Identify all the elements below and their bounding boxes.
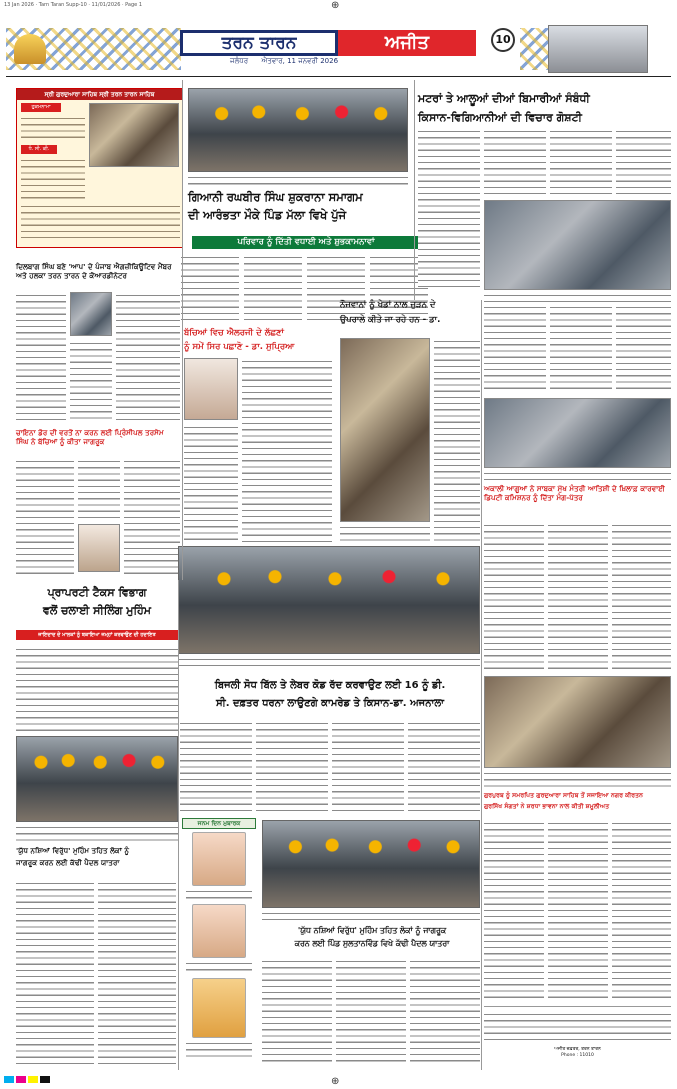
protest-caption xyxy=(178,656,480,666)
potato-text-col5 xyxy=(484,304,546,394)
drugs-left-text-col2 xyxy=(98,880,176,1066)
chainman-text-col1 xyxy=(16,458,74,576)
bijli-headline-line2: ਸੀ. ਦਫ਼ਤਰ ਧਰਨਾ ਲਾਉਣਗੇ ਕਾਮਰੇਡ ਤੇ ਕਿਸਾਨ-ਡਾ. ਅਜਨਾਲਾ xyxy=(216,697,444,709)
heritage-gate-photo xyxy=(548,25,648,73)
potato-text-col7 xyxy=(616,304,671,394)
drugs-left-headline-line1: 'ਯੁੱਧ ਨਸ਼ਿਆਂ ਵਿਰੁੱਧ' ਮੁਹਿੰਮ ਤਹਿਤ ਲੋਕਾਂ ਨੂੰ xyxy=(16,846,130,855)
drugs-left-headline-line2: ਜਾਗਰੂਕ ਕਰਨ ਲਈ ਕੱਢੀ ਪੈਦਲ ਯਾਤਰਾ xyxy=(16,858,120,867)
dilbag-text-col1 xyxy=(16,292,66,420)
drugs-mid-headline xyxy=(262,926,482,948)
gurpurab-text-col1 xyxy=(484,820,544,1002)
procession-photo xyxy=(484,676,671,768)
chainman-text-col2 xyxy=(124,458,180,576)
principal-portrait xyxy=(78,524,120,572)
registration-mark-icon: ⊕ xyxy=(331,1076,340,1087)
hukamnama-sub2: ਧੰ. ਸੀ. ਕੀ. xyxy=(21,145,57,154)
masthead-logo xyxy=(180,30,480,68)
akali-photo xyxy=(484,398,671,468)
black-swatch xyxy=(40,1076,50,1083)
youth-headline xyxy=(340,300,485,325)
hukamnama-title: ਸ੍ਰੀ ਗੁਰਦੁਆਰਾ ਸਾਹਿਬ ਸ੍ਰੀ ਤਰਨ ਤਾਰਨ ਸਾਹਿਬ xyxy=(17,89,182,100)
allergy-headline-line1: ਬੱਚਿਆਂ ਵਿਚ ਐਲਰਜੀ ਦੇ ਲੱਛਣਾਂ xyxy=(184,328,284,338)
potato-text-col3 xyxy=(550,128,612,196)
dilbag-headline: ਦਿਲਬਾਗ ਸਿੰਘ ਬਣੇ 'ਆਪ' ਦੇ ਪੰਜਾਬ ਐਗਜ਼ੀਕਿਊਟਿਵ ਮੈਂਬਰ ਅਤੇ ਹਲਕਾ ਤਰਨ ਤਾਰਨ ਦੇ ਕੋਆਰਡੀਨੇਟਰ xyxy=(16,262,172,280)
gyani-group-photo xyxy=(188,88,408,172)
gyani-text-col2 xyxy=(244,254,302,322)
registration-mark-icon: ⊕ xyxy=(331,0,340,11)
bijli-headline-line1: ਬਿਜਲੀ ਸੋਧ ਬਿੱਲ ਤੇ ਲੇਬਰ ਕੋਡ ਰੱਦ ਕਰਵਾਉਣ ਲਈ 16 ਨੂੰ ਡੀ. xyxy=(214,680,446,691)
youth-headline-line2: ਉਪਰਾਲੇ ਕੀਤੇ ਜਾ ਰਹੇ ਹਨ - ਡਾ. xyxy=(340,314,441,325)
property-headline-line1: ਪ੍ਰਾਪਰਟੀ ਟੈਕਸ ਵਿਭਾਗ xyxy=(47,586,147,599)
yellow-swatch xyxy=(28,1076,38,1083)
gurpurab-headline-line1: ਗੁਰਪੁਰਬ ਨੂੰ ਸਮਰਪਿਤ ਗੁਰਦੁਆਰਾ ਸਾਹਿਬ ਤੋਂ ਸਜਾਇਆ ਨਗਰ ਕੀਰਤਨ xyxy=(484,792,643,799)
youth-photo xyxy=(340,338,430,522)
section-name: ਤਰਨ ਤਾਰਨ xyxy=(180,30,338,56)
dilbag-portrait xyxy=(70,292,112,336)
column-rule xyxy=(414,80,415,300)
chainman-text-col3 xyxy=(78,458,120,520)
potato-headline xyxy=(418,92,671,125)
paper-name: ਅਜੀਤ xyxy=(338,30,476,56)
bijli-headline xyxy=(180,680,480,710)
gyani-headline xyxy=(188,190,428,223)
akali-text-col2 xyxy=(548,522,608,672)
drugs-mid-text-col1 xyxy=(262,958,332,1066)
seminar-caption xyxy=(484,292,671,302)
gurpurab-headline xyxy=(484,792,674,811)
allergy-text-2 xyxy=(184,424,238,544)
protest-crowd-photo xyxy=(178,546,480,654)
property-headline-line2: ਵਲੋਂ ਚਲਾਈ ਸੀਲਿੰਗ ਮੁਹਿੰਮ xyxy=(42,603,152,617)
child-caption-1 xyxy=(186,888,252,900)
child-caption-3 xyxy=(186,1040,252,1058)
decorative-pattern-right xyxy=(520,28,550,70)
seminar-photo xyxy=(484,200,671,290)
gurpurab-text-col2 xyxy=(548,820,608,1002)
doctor-portrait xyxy=(184,358,238,420)
place-line: ਜਲੰਧਰ xyxy=(230,57,249,65)
akali-caption xyxy=(484,470,671,480)
property-text xyxy=(16,646,178,732)
potato-text-col4 xyxy=(616,128,671,196)
drugs-left-headline xyxy=(16,846,178,867)
child-photo-3 xyxy=(192,978,246,1038)
chainman-headline: ਚਾਇਨਾ ਡੋਰ ਦੀ ਵਰਤੋਂ ਨਾ ਕਰਨ ਲਈ ਪ੍ਰਿੰਸੀਪਲ ਤਰਸੇਮ ਸਿੰਘ ਨੇ ਬੱਚਿਆਂ ਨੂੰ ਕੀਤਾ ਜਾਗਰੂਕ xyxy=(16,428,164,446)
drugs-mid-text-col3 xyxy=(410,958,480,1066)
bijli-text-col1 xyxy=(180,720,252,812)
bijli-text-col3 xyxy=(332,720,404,812)
column-rule xyxy=(182,80,183,580)
gyani-headline-line2: ਦੀ ਆਰੰਭਤਾ ਮੌਕੇ ਪਿੰਡ ਮੱਲਾ ਵਿਖੇ ਪੁੱਜੇ xyxy=(188,208,347,223)
child-photo-1 xyxy=(192,832,246,886)
address-line1: ਅਜੀਤ ਦਫ਼ਤਰ, ਤਰਨ ਤਾਰਨ xyxy=(554,1047,601,1052)
print-slug: 13 Jan 2026 · Tarn Taran Supp-10 · 11/01/2026 · Page 1 xyxy=(4,2,143,8)
hukamnama-sub1: ਹੁਕਮਨਾਮਾ xyxy=(21,103,61,112)
page-number: 10 xyxy=(491,28,515,52)
hukamnama-text xyxy=(21,115,85,141)
gurdwara-photo xyxy=(89,103,179,167)
gyani-photo-caption xyxy=(188,174,408,188)
gyani-headline-line1: ਗਿਆਨੀ ਰਘਬੀਰ ਸਿੰਘ ਸ਼ੁਕਰਾਨਾ ਸਮਾਗਮ xyxy=(188,190,363,204)
youth-headline-line1: ਨੌਜਵਾਨਾਂ ਨੂੰ ਖੇਡਾਂ ਨਾਲ ਜੁੜਨ ਦੇ xyxy=(340,300,436,310)
print-footer xyxy=(0,1074,677,1089)
potato-text-col2 xyxy=(484,128,546,196)
hukamnama-text-3 xyxy=(21,203,180,243)
greeting-title: ਜਨਮ ਦਿਨ ਮੁਬਾਰਕ xyxy=(182,818,256,829)
sealing-caption xyxy=(16,824,178,842)
bijli-text-col4 xyxy=(408,720,480,812)
bijli-text-col2 xyxy=(256,720,328,812)
address-text xyxy=(484,1011,671,1041)
akali-headline: ਅਕਾਲੀ ਆਗੂਆਂ ਨੇ ਸਾਬਕਾ ਮੁੱਖ ਮੰਤਰੀ ਆਤਿਸ਼ੀ ਦੇ ਖ਼ਿਲਾਫ਼ ਕਾਰਵਾਈ ਡਿਪਟੀ ਕਮਿਸ਼ਨਰ ਨੂੰ ਦਿੱਤਾ ਮੰਗ-ਪੱਤਰ xyxy=(484,484,665,502)
masthead xyxy=(0,20,677,72)
child-photo-2 xyxy=(192,904,246,958)
golden-temple-icon xyxy=(14,34,46,64)
youth-text xyxy=(434,338,480,542)
youth-caption xyxy=(340,524,430,542)
dilbag-text-col2 xyxy=(116,292,180,420)
gurpurab-text-col3 xyxy=(612,820,671,1002)
column-rule xyxy=(481,300,482,1070)
potato-headline-line1: ਮਟਰਾਂ ਤੇ ਆਲੂਆਂ ਦੀਆਂ ਬਿਮਾਰੀਆਂ ਸੰਬੰਧੀ xyxy=(418,92,590,105)
drugs-left-text-col1 xyxy=(16,880,94,1066)
top-rule xyxy=(6,76,671,77)
date-line: ਐਤਵਾਰ, 11 ਜਨਵਰੀ 2026 xyxy=(261,57,339,65)
drugs-mid-headline-line1: 'ਯੁੱਧ ਨਸ਼ਿਆਂ ਵਿਰੁੱਧ' ਮੁਹਿੰਮ ਤਹਿਤ ਲੋਕਾਂ ਨੂੰ ਜਾਗਰੂਕ xyxy=(297,926,447,935)
padyatra-photo xyxy=(262,820,480,908)
column-rule xyxy=(178,580,179,1070)
property-redbar: ਜਾਇਦਾਦ ਦੇ ਮਾਲਕਾਂ ਨੂੰ ਬਕਾਇਆ ਜਮ੍ਹਾਂ ਕਰਵਾਉਣ ਦੀ ਹਦਾਇਤ xyxy=(16,630,178,640)
gyani-banner: ਪਰਿਵਾਰ ਨੂੰ ਦਿੱਤੀ ਵਧਾਈ ਅਤੇ ਸ਼ੁਭਕਾਮਨਾਵਾਂ xyxy=(192,236,420,249)
child-caption-2 xyxy=(186,960,252,972)
potato-text-col1 xyxy=(418,128,480,288)
address-line2: Phone : 11010 xyxy=(561,1053,594,1058)
gurpurab-headline-line2: ਗੁਰਸਿੱਖ ਸੰਗਤਾਂ ਨੇ ਸ਼ਰਧਾ ਭਾਵਨਾ ਨਾਲ ਕੀਤੀ ਸ਼ਮੂਲੀਅਤ xyxy=(484,802,610,810)
gyani-text-col1 xyxy=(181,254,239,322)
padyatra-caption xyxy=(262,910,480,920)
cyan-swatch xyxy=(4,1076,14,1083)
hukamnama-text-2 xyxy=(21,157,85,201)
sealing-drive-photo xyxy=(16,736,178,822)
address-box xyxy=(484,1006,671,1066)
akali-text-col3 xyxy=(612,522,671,672)
procession-caption xyxy=(484,770,671,788)
potato-text-col6 xyxy=(550,304,612,394)
allergy-headline xyxy=(184,328,332,352)
allergy-headline-line2: ਨੂੰ ਸਮੇਂ ਸਿਰ ਪਛਾਣੋ - ਡਾ. ਸੁਪ੍ਰਿਆ xyxy=(184,341,295,352)
potato-headline-line2: ਕਿਸਾਨ-ਵਿਗਿਆਨੀਆਂ ਦੀ ਵਿਚਾਰ ਗੋਸ਼ਟੀ xyxy=(418,110,582,124)
allergy-text xyxy=(242,358,332,544)
drugs-mid-headline-line2: ਕਰਨ ਲਈ ਪਿੰਡ ਸੁਲਤਾਨਵਿੰਡ ਵਿਖੇ ਕੱਢੀ ਪੈਦਲ ਯਾਤਰਾ xyxy=(294,938,450,948)
magenta-swatch xyxy=(16,1076,26,1083)
dateline xyxy=(230,57,338,66)
dilbag-text-col3 xyxy=(70,340,112,420)
property-headline xyxy=(16,586,178,618)
drugs-mid-text-col2 xyxy=(336,958,406,1066)
akali-text-col1 xyxy=(484,522,544,672)
hukamnama-box xyxy=(16,88,183,248)
